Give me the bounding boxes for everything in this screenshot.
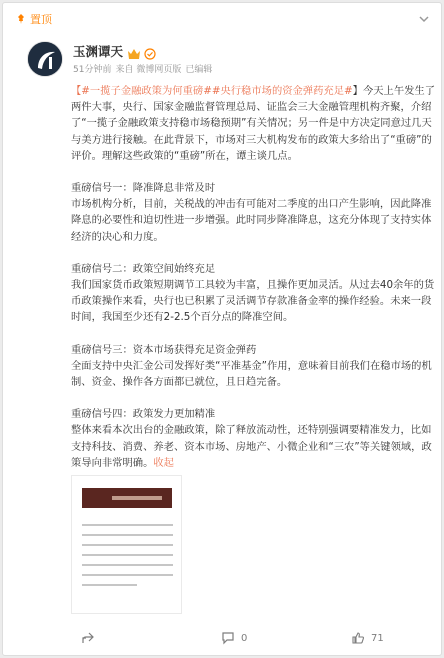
- vip-badge-icon: [127, 45, 141, 57]
- share-icon: [81, 631, 95, 645]
- intro-text: 】今天上午发生了两件大事，央行、国家金融监督管理总局、证监会三大金融管理机构齐聚，介绍了“一揽子金融政策支持稳市场稳预期”有关情况；另一件是中方决定同意过几天与美方进行接触。在此背景下，市场对三大机构发布的政策大多给出了“重磅”的评价。理解这些政策的“重磅”所在，谭主谈几点。: [71, 85, 436, 162]
- edited-label[interactable]: 已编辑: [185, 64, 213, 75]
- follow-badge-icon: [144, 45, 156, 57]
- like-icon: [351, 631, 365, 645]
- signal-1-title: 重磅信号一：降准降息非常及时: [71, 182, 216, 195]
- signal-2-title: 重磅信号二：政策空间始终充足: [71, 262, 216, 275]
- topic-link-2[interactable]: #央行稳市场的资金弹药充足#: [211, 85, 353, 97]
- like-button[interactable]: [351, 625, 384, 651]
- comment-button[interactable]: [221, 625, 247, 651]
- post-time[interactable]: 51分钟前: [73, 64, 112, 75]
- collapse-link[interactable]: 收起: [153, 456, 174, 469]
- author-name[interactable]: 玉渊谭天: [73, 44, 124, 59]
- comment-count: 0: [241, 632, 248, 644]
- image-banner: [82, 488, 172, 508]
- post-meta: [73, 62, 216, 74]
- post-toolbar: [3, 625, 442, 651]
- image-text-lines: [82, 524, 173, 594]
- weibo-post-card: [2, 2, 442, 656]
- signal-4-text: 整体来看本次出台的金融政策，除了释放流动性，还特别强调要精准发力，比如支持科技、消费、养老、资本市场、房地产、小微企业和“三农”等关键领域，政策导向非常明确。: [71, 424, 432, 469]
- share-button[interactable]: [81, 625, 101, 651]
- pinned-label: 置顶: [30, 13, 52, 26]
- signal-4-body: [71, 422, 437, 471]
- comment-icon: [221, 631, 235, 645]
- chevron-down-icon[interactable]: [417, 11, 431, 25]
- signal-4-title: 重磅信号四：政策发力更加精准: [71, 408, 216, 421]
- avatar[interactable]: [27, 41, 63, 77]
- post-content: [71, 83, 437, 471]
- signal-2-body: 我们国家货币政策短期调节工具较为丰富，且操作更加灵活。从过去40余年的货币政策操作来看，央行也已积累了灵活调节存款准备金率的操作经验。未来一段时间，我国至少还有2-2.5个百分点的降准空间。: [71, 279, 435, 324]
- signal-3-title: 重磅信号三：资本市场获得充足资金弹药: [71, 343, 257, 356]
- topic-link-1[interactable]: 【#一揽子金融政策为何重磅#: [71, 85, 212, 97]
- author-row: [73, 43, 156, 59]
- like-count: 71: [371, 632, 384, 644]
- signal-1-body: 市场机构分析，目前，关税战的冲击有可能对二季度的出口产生影响，因此降准降息的必要性和迫切性进一步增强。此时同步降准降息，这充分体现了支持实体经济的决心和力度。: [71, 198, 432, 243]
- post-source: 来自 微博网页版: [115, 64, 182, 75]
- signal-3-body: 全面支持中央汇金公司发挥好类“平准基金”作用，意味着目前我们在稳市场的机制、资金、操作各方面都已就位，且日趋完备。: [71, 359, 432, 389]
- post-image[interactable]: [71, 475, 182, 614]
- pin-icon: [15, 13, 27, 25]
- pinned-indicator: [15, 11, 52, 27]
- intro-paragraph: [71, 83, 437, 164]
